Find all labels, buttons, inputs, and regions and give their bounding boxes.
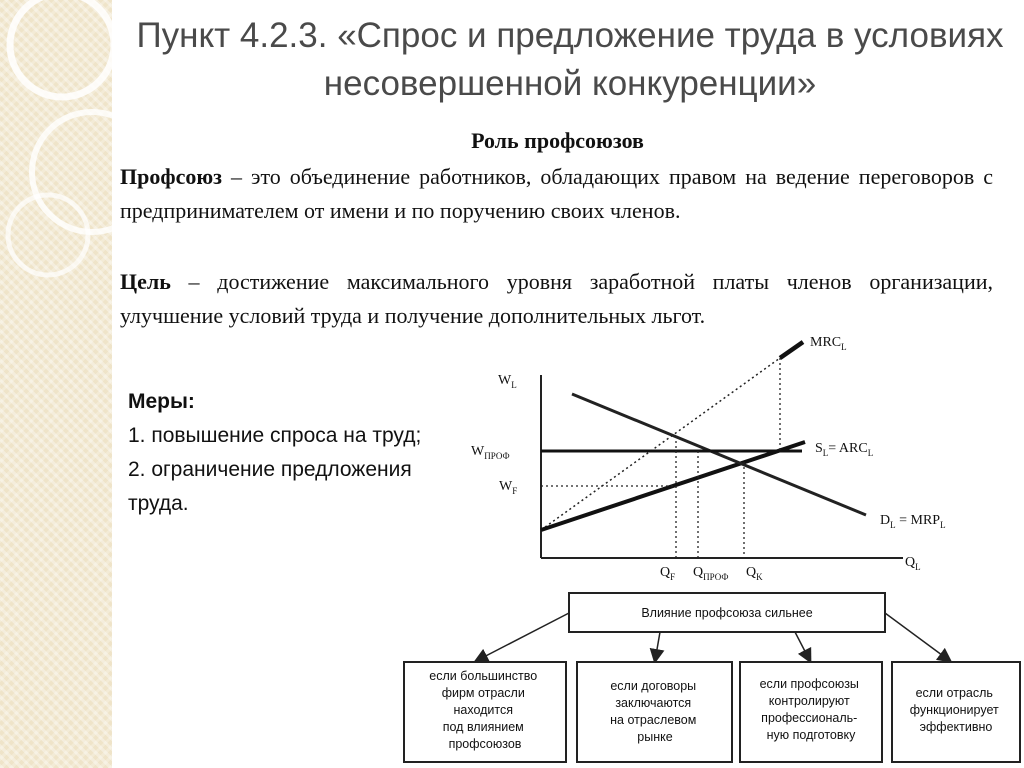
qf-label: $Q_F$ (660, 565, 676, 582)
mrc-curve-end (780, 342, 803, 358)
flowchart-box-2 (577, 662, 732, 762)
arrow-1 (476, 613, 569, 661)
measure-item: 1. повышение спроса на труд; (128, 424, 422, 447)
qk-label: $Q_K$ (746, 565, 763, 582)
w-union-label: $W_{ПРОФ}$ (471, 444, 510, 461)
supply-label: $S_L= ARC_L$ (815, 441, 874, 458)
definition-term: Профсоюз (120, 164, 222, 189)
flowchart-box-2-text: если договоры заключаются на отраслевом рынке (610, 679, 697, 744)
wf-label: $W_F$ (499, 479, 518, 496)
y-axis-label: $W_L$ (498, 373, 517, 390)
goal-term: Цель (120, 269, 171, 294)
x-axis-label: $Q_L$ (905, 555, 921, 572)
demand-label: $D_L = MRP_L$ (880, 513, 946, 530)
arrow-4 (885, 613, 950, 661)
arrow-3 (795, 632, 810, 661)
measure-item: 2. ограничение предложения труда. (128, 458, 412, 515)
section-title: Роль профсоюзов (471, 128, 644, 153)
definition-text: – это объединение работников, обладающих правом на ведение переговоров с предпринимателем от имени и по поручению своих членов. (120, 164, 993, 223)
goal-text: – достижение максимального уровня заработной платы членов организации, улучшение условий труда и получение дополнительных льгот. (120, 269, 993, 328)
flowchart-box-1-text: если большинство фирм отрасли находится под влиянием профсоюзов (429, 669, 538, 751)
mrc-label: $MRC_L$ (810, 335, 847, 352)
slide-title: Пункт 4.2.3. «Спрос и предложение труда в условиях несовершенной конкуренции» (136, 16, 1004, 103)
measures-heading: Меры: (128, 390, 195, 413)
mrc-curve (541, 358, 780, 530)
arrow-2 (655, 632, 660, 661)
qunion-label: $Q_{ПРОФ}$ (693, 565, 729, 582)
flowchart-box-3-text: если профсоюзы контролируют профессиональ- ную подготовку (759, 677, 859, 742)
flowchart-top-text: Влияние профсоюза сильнее (641, 606, 813, 620)
flowchart-box-4-text: если отрасль функционирует эффективно (909, 686, 999, 734)
